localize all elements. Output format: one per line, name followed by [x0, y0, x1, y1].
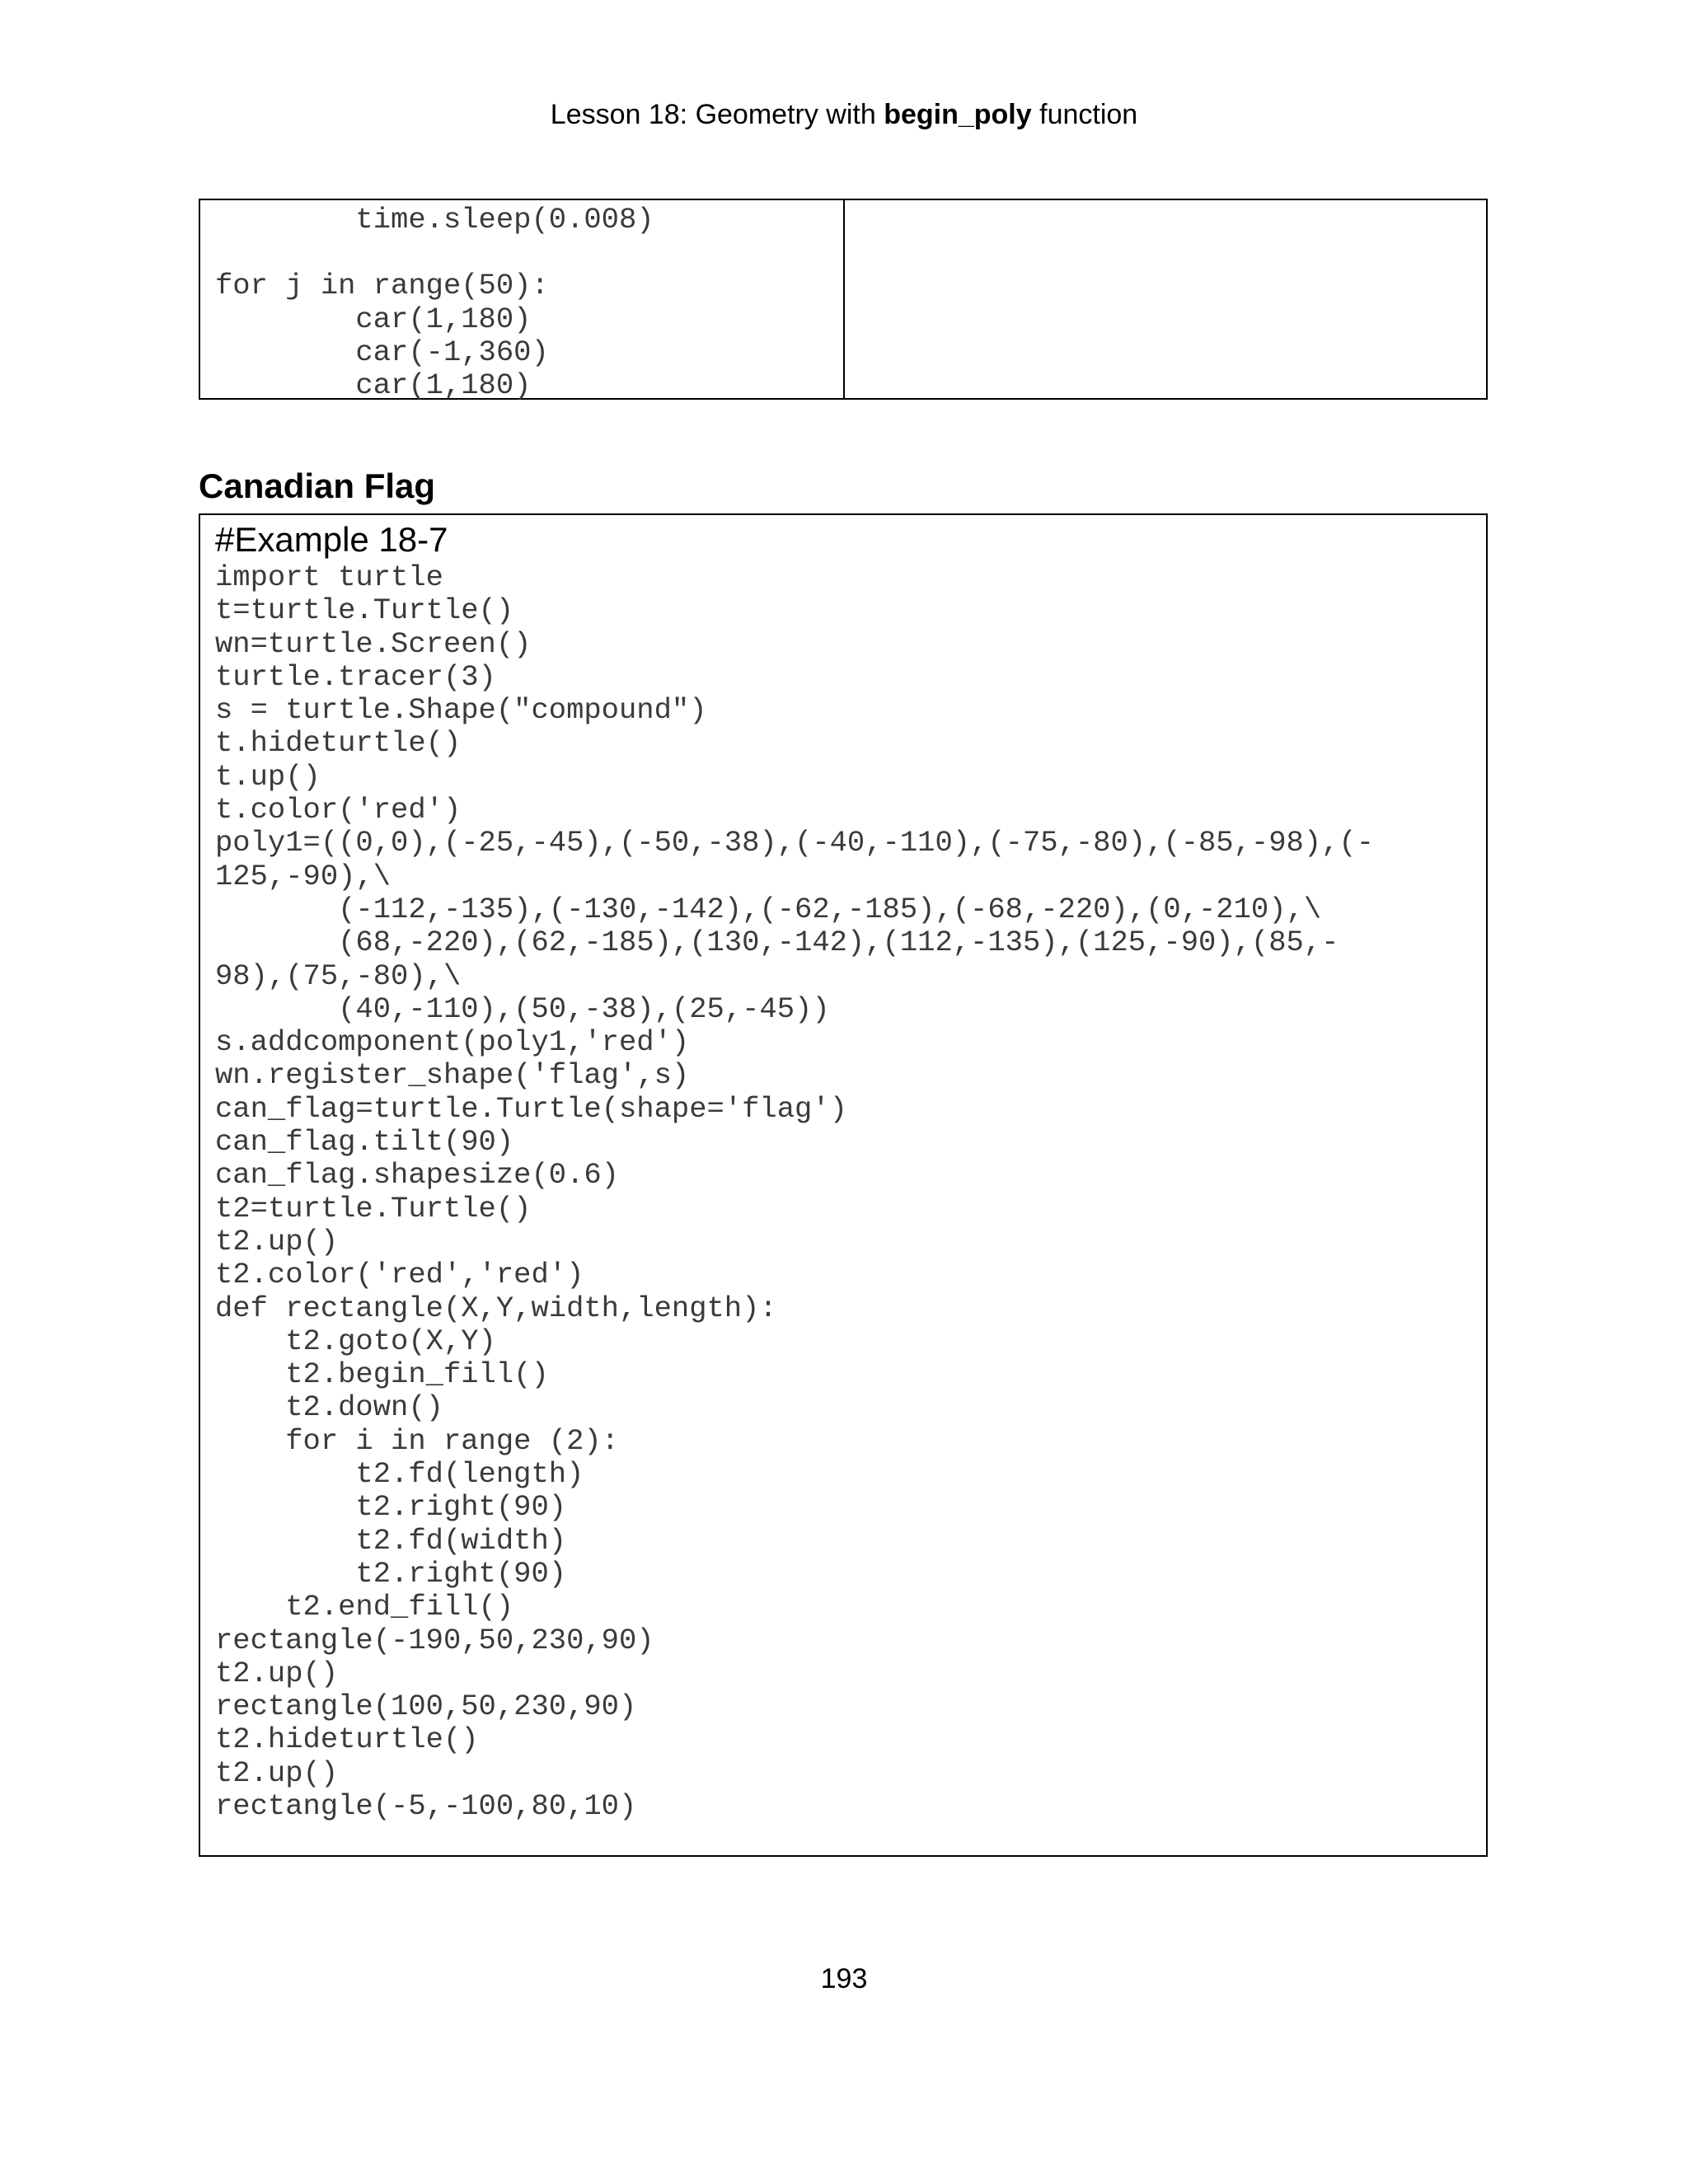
code-line: s.addcomponent(poly1,'red') [215, 1025, 690, 1060]
page-header [0, 99, 1688, 131]
code-line: t2.fd(length) [215, 1457, 584, 1492]
code-cell-left [200, 200, 845, 402]
code-line: wn=turtle.Screen() [215, 626, 532, 661]
code-line: t2.begin_fill() [215, 1357, 549, 1392]
header-suffix: function [1031, 99, 1138, 130]
code-line: t.hideturtle() [215, 726, 462, 761]
code-line: car(1,180) [215, 368, 532, 402]
code-line: can_flag.tilt(90) [215, 1125, 514, 1160]
code-line: t2.hideturtle() [215, 1722, 479, 1757]
code-line: t2.up() [215, 1755, 339, 1790]
code-line: t2.goto(X,Y) [215, 1324, 496, 1358]
code-line: t2.right(90) [215, 1490, 567, 1525]
code-line: t2.down() [215, 1390, 443, 1425]
code-line: rectangle(100,50,230,90) [215, 1690, 637, 1724]
code-line: car(1,180) [215, 302, 532, 336]
code-line: t=turtle.Turtle() [215, 593, 514, 628]
code-line: rectangle(-190,50,230,90) [215, 1623, 654, 1657]
code-line: t2.right(90) [215, 1556, 567, 1591]
code-line: def rectangle(X,Y,width,length): [215, 1291, 777, 1325]
code-line: t2.end_fill() [215, 1590, 514, 1624]
code-line: can_flag.shapesize(0.6) [215, 1158, 619, 1193]
code-line: wn.register_shape('flag',s) [215, 1058, 690, 1093]
code-line: poly1=((0,0),(-25,-45),(-50,-38),(-40,-110),(-75,-80),(-85,-98),(- [215, 826, 1375, 860]
code-line: can_flag=turtle.Turtle(shape='flag') [215, 1091, 847, 1126]
code-line: t2.fd(width) [215, 1523, 567, 1558]
code-line: 125,-90),\ [215, 859, 392, 893]
code-line: t.up() [215, 759, 321, 794]
code-line: turtle.tracer(3) [215, 659, 496, 694]
code-line: t.color('red') [215, 793, 462, 827]
example-title: #Example 18-7 [215, 520, 448, 559]
code-line: (-112,-135),(-130,-142),(-62,-185),(-68,-220),(0,-210),\ [215, 892, 1322, 926]
code-continuation-table [199, 199, 1488, 400]
example-code-box [199, 513, 1488, 1857]
code-line: import turtle [215, 560, 443, 594]
code-line: for i in range (2): [215, 1423, 619, 1458]
example-code-block [215, 561, 1486, 1823]
code-line: 98),(75,-80),\ [215, 958, 462, 993]
code-line: rectangle(-5,-100,80,10) [215, 1788, 637, 1823]
code-line: (68,-220),(62,-185),(130,-142),(112,-135),(125,-90),(85,- [215, 926, 1339, 960]
code-line: (40,-110),(50,-38),(25,-45)) [215, 991, 830, 1026]
code-line: for j in range(50): [215, 269, 549, 303]
code-line: t2=turtle.Turtle() [215, 1191, 532, 1226]
header-prefix: Lesson 18: Geometry with [550, 99, 884, 130]
code-line: car(-1,360) [215, 335, 549, 369]
code-line: t2.up() [215, 1656, 339, 1690]
page-number: 193 [820, 1963, 868, 1994]
section-heading: Canadian Flag [199, 466, 436, 505]
code-line: t2.color('red','red') [215, 1258, 584, 1292]
code-line: time.sleep(0.008) [215, 203, 654, 237]
header-bold-function-name: begin_poly [884, 99, 1032, 130]
code-line [215, 237, 843, 269]
code-line: t2.up() [215, 1224, 339, 1258]
code-line: s = turtle.Shape("compound") [215, 693, 707, 728]
code-cell-right [845, 200, 1486, 398]
